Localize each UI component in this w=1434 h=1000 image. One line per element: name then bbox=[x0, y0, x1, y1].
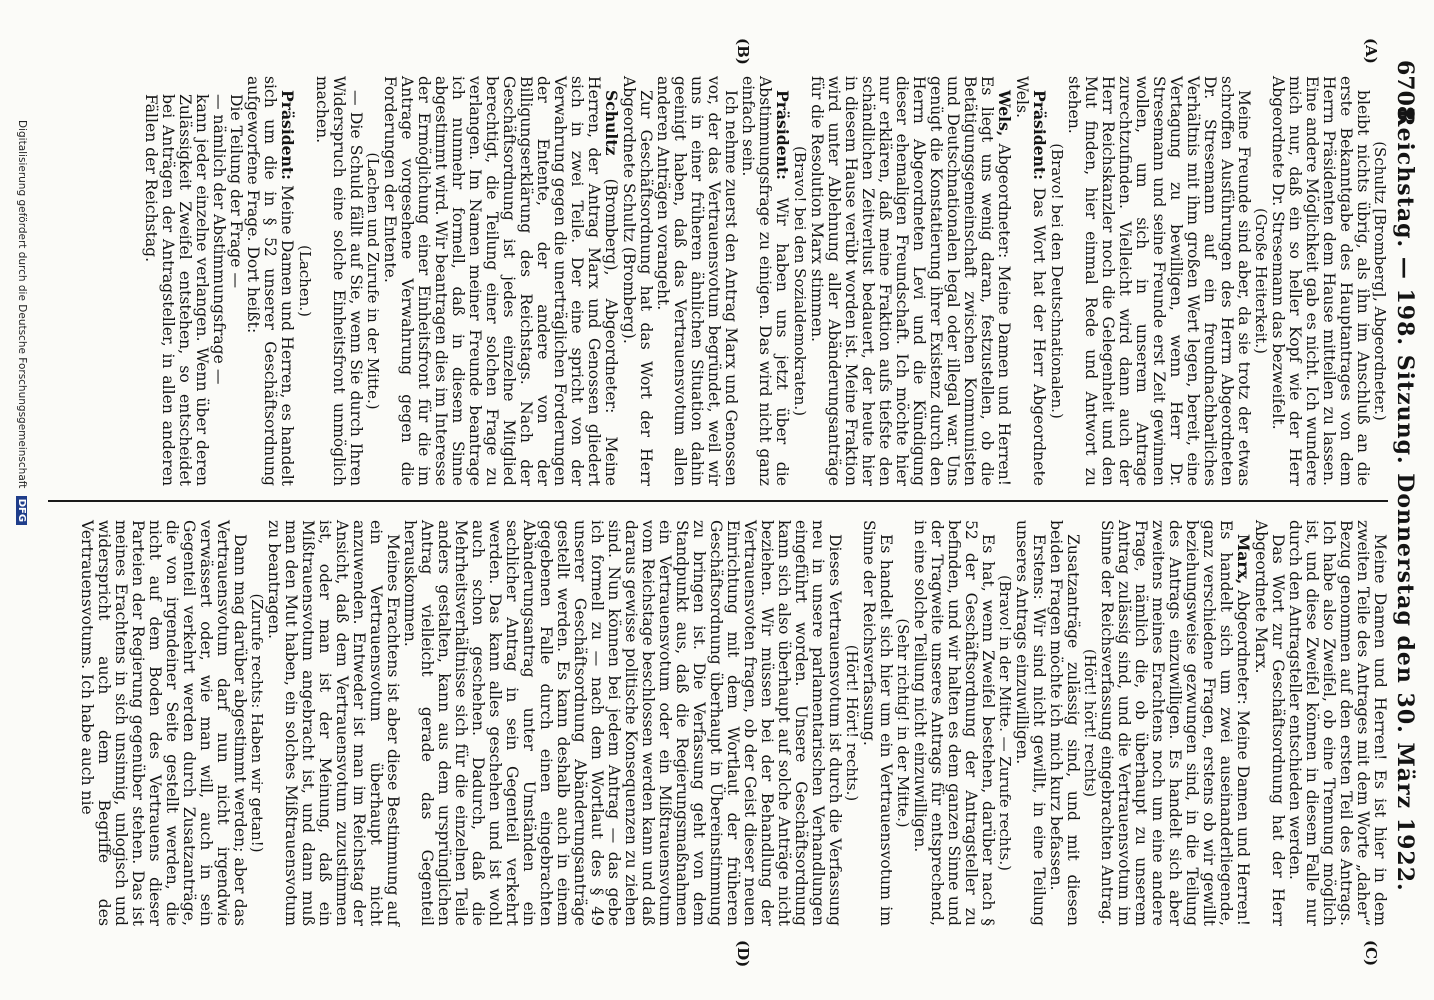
speech-paragraph: bleibt nichts übrig, als ihn im Anschluß an die erste Bekanntgabe des Hauptantrages von dem Herrn Präsidenten dem Hause mitteilen zu lassen. Eine andere Möglichkeit gab es nicht. Ich wundere mich nur, daß ein so heller Kopf wie der Herr Abgeordnete Dr. Stresemann das bezweifelt. bbox=[1269, 76, 1372, 486]
speech-paragraph: Meines Erachtens ist aber diese Bestimmung auf ein Vertrauensvotum überhaupt nicht anzuwenden. Entweder ist man im Reichstag der Ansicht, daß dem Vertrauensvotum zuzustimmen ist, oder man ist der Meinung, daß ein Mißtrauensvotum angebracht ist, und dann muß man den Mut haben, ein solches Mißtrauensvotum zu beantragen. bbox=[265, 520, 402, 926]
speech-paragraph: — Die Schuld fällt auf Sie, wenn Sie durch Ihren Widerspruch eine solche Einheitsfront unmöglich machen. bbox=[313, 76, 365, 486]
funding-text: Digitalisierung gefördert durch die Deutsche Forschungsgemeinschaft bbox=[16, 120, 28, 489]
left-text-column bbox=[142, 76, 1388, 486]
page-title: Reichstag. — 198. Sitzung. Donnerstag den 30. März 1922. bbox=[1392, 108, 1418, 892]
speech-paragraph: Meine Damen und Herren! Es ist hier in dem zweiten Teile des Antrages mit dem Worte „daher“ Bezug genommen auf den ersten Teil des Antrags. Ich habe also Zweifel, ob eine Trennung möglich ist, und diese Zweifel können in diesem Falle nur durch den Antragsteller entschieden werden. bbox=[1286, 520, 1389, 926]
speaker-name: Schultz bbox=[602, 90, 621, 156]
interjection-note: (Bravo! bei den Deutschnationalen.) bbox=[1048, 143, 1066, 419]
speaker-paragraph bbox=[1013, 76, 1048, 486]
speech-paragraph: Erstens: Wir sind nicht gewillt, in eine Teilung unseres Antrags einzuwilligen. bbox=[1013, 520, 1048, 926]
speech-paragraph: Meine Freunde sind aber, da sie trotz der etwas schroffen Ausführungen des Herrn Abgeordneten Dr. Stresemann auf ein freundnachbarliches Verhältnis mit ihm großen Wert legen, bereit, eine Vertagung zu bewilligen, wenn Herr Dr. Stresemann und seine Freunde erst Zeit gewinnen wollen, um sich in unserem Antrage zurechtzufinden. Vielleicht wird dann auch der Herr Reichskanzler noch die Gelegenheit und den Mut finden, hier einmal Rede und Antwort zu stehen. bbox=[1065, 76, 1253, 486]
speech-text: Wir haben uns jetzt über die Abstimmungsfrage zu einigen. Das wird nicht ganz einfach sein. bbox=[739, 76, 791, 486]
speech-text: Das Wort hat der Herr Abgeordnete Wels. bbox=[1013, 76, 1048, 486]
interjection-note: (Hört! Hört! rechts.) bbox=[843, 644, 861, 802]
interjection-note: (Schultz [Bromberg], Abgeordneter.) bbox=[1371, 141, 1389, 421]
right-text-column bbox=[78, 520, 1388, 926]
margin-mark-a: (A) bbox=[1362, 38, 1380, 64]
interjection-note: (Bravo! bei den Sozialdemokraten.) bbox=[791, 145, 809, 417]
margin-mark-c: (C) bbox=[1362, 940, 1380, 967]
interjection-note: (Zurufe rechts: Haben wir getan!) bbox=[248, 593, 266, 853]
speaker-name: Marx, bbox=[1234, 534, 1253, 585]
speech-paragraph: Dieses Vertrauensvotum ist durch die Verfassung neu in unsere parlamentarischen Verhandlungen eingeführt worden. Unsere Geschäftsordnung kann sich also überhaupt auf solche Anträge nicht beziehen. Wir müssen bei der Behandlung der Vertrauensvoten fragen, ob der Geist dieser neuen Einrichtung mit dem Wortlaut der früheren Geschäftsordnung überhaupt in Übereinstimmung zu bringen ist. Die Verfassung geht von dem Standpunkt aus, daß die Regierungsmaßnahmen ein Vertrauensvotum oder ein Mißtrauensvotum vom Reichstage beschlossen werden kann und daß daraus gewisse politische Konsequenzen zu ziehen sind. Nun können bei jedem Antrag — das gebe ich formell zu — nach dem Wortlaut des § 49 unserer Geschäftsordnung Abänderungsanträge gestellt werden. Es kann deshalb auch in einem gegebenen Falle durch einen eingebrachten Abänderungsantrag unter Umständen ein sachlicher Antrag in sein Gegenteil verkehrt werden. Das kann alles geschehen und ist wohl auch schon geschehen. Dadurch, daß die Mehrheitsverhältnisse sich für die einzelnen Teile anders gestalten, kann aus dem ursprünglichen Antrag vielleicht gerade das Gegenteil herauskommen. bbox=[401, 520, 844, 926]
speech-paragraph: Zusatzanträge zulässig sind, und mit diesen beiden Fragen möchte ich mich kurz befassen. bbox=[1047, 520, 1082, 926]
interjection-note: (Lachen.) bbox=[296, 245, 314, 317]
quoted-rule-line: — nämlich der Abstimmungsfrage — bbox=[210, 94, 228, 385]
speech-text: Abgeordneter: Meine Damen und Herren! Es liegt uns wenig daran, festzustellen, ob die Betätigungsgemeinschaft zwischen Kommunisten und Deutschnationalen legal oder illegal war. Uns genügt die Konstatierung ihrer Existenz durch den Herrn Abgeordneten Levi und die Kündigung dieser ehemaligen Freundschaft. Ich möchte hier nur erklären, daß meine Fraktion aufs tiefste den schändlichen Zeitverlust bedauert, der heute hier in diesem Hause verübt worden ist. Meine Fraktion wird unter Ablehnung aller Abänderungsanträge für die Resolution Marx stimmen. bbox=[808, 76, 1013, 486]
speech-paragraph: Ich nehme zuerst den Antrag Marx und Genossen vor, der das Vertrauensvotum begründet, weil wir uns in einer früheren ähnlichen Situation dahin geeinigt haben, daß das Vertrauensvotum allen anderen Anträgen vorangeht. bbox=[654, 76, 740, 486]
speech-text: Abgeordneter: Meine Damen und Herren! Es handelt sich um zwei auseinanderliegende, ganz verschiedene Fragen, erstens ob wir gewillt beziehungsweise gezwungen sind, in die Teilung des Antrags einzuwilligen. Es handelt sich aber zweitens meines Erachtens noch um eine andere Frage, nämlich die, ob überhaupt zu unserem Antrag zulässig sind, und die Vertrauensvotum im Sinne der Reichsverfassung eingebrachten Antrag. bbox=[1098, 520, 1252, 926]
speaker-name: Präsident: bbox=[1030, 90, 1049, 180]
speaker-paragraph bbox=[808, 76, 1013, 486]
speech-paragraph: Es hat, wenn Zweifel bestehen, darüber nach § 52 der Geschäftsordnung der Antragsteller zu befinden, und wir halten es dem ganzen Sinne und der Tragweite unseres Antrags für entsprechend, in eine solche Teilung nicht einzuwilligen. bbox=[911, 520, 997, 926]
speech-text: Meine Damen und Herren, es handelt sich um die in § 52 unserer Geschäftsordnung aufgeworfene Frage. Dort heißt: bbox=[244, 76, 296, 486]
speech-paragraph: Es handelt sich hier um ein Vertrauensvotum im Sinne der Reichsverfassung. bbox=[860, 520, 895, 926]
page-number: 6708 bbox=[1392, 60, 1418, 122]
speaker-paragraph bbox=[381, 76, 620, 486]
interjection-note: (Große Heiterkeit.) bbox=[1252, 208, 1270, 354]
interjection-note: (Lachen und Zurufe in der Mitte.) bbox=[364, 152, 382, 410]
interjection-note: (Bravo! in der Mitte. — Zurufe rechts.) bbox=[996, 575, 1014, 871]
page-header bbox=[1392, 60, 1418, 940]
margin-mark-b: (B) bbox=[734, 38, 752, 65]
speaker-paragraph bbox=[739, 76, 791, 486]
speaker-name: Präsident: bbox=[278, 90, 297, 180]
speech-paragraph: Zur Geschäftsordnung hat das Wort der Herr Abgeordnete Schultz (Bromberg). bbox=[620, 76, 655, 486]
speaker-paragraph bbox=[244, 76, 296, 486]
interjection-note: (Sehr richtig! in der Mitte.) bbox=[894, 618, 912, 828]
speech-paragraph: Das Wort zur Geschäftsordnung hat der Herr Abgeordnete Marx. bbox=[1252, 520, 1287, 926]
speaker-name: Wels, bbox=[995, 90, 1014, 137]
speech-paragraph: Dann mag darüber abgestimmt werden; aber das Vertrauensvotum darf nun nicht irgendwie verwässert oder, wie man will, auch in sein Gegenteil verkehrt werden durch Zusatzanträge, die von irgendeiner Seite gestellt werden, die nicht auf dem Boden des Vertrauens dieser Parteien der Regierung gegenüber stehen. Das ist meines Erachtens in sich unsinnig, unlogisch und widerspricht auch dem Begriffe des Vertrauensvotums. Ich habe auch nie bbox=[78, 520, 249, 926]
speaker-paragraph bbox=[1098, 520, 1252, 926]
dfg-logo: DFG bbox=[16, 496, 27, 525]
quoted-rule-line: kann jeder einzelne verlangen. Wenn über deren Zulässigkeit Zweifel entstehen, so entscheidet bei Anträgen der Antragsteller, in allen anderen Fällen der Reichstag. bbox=[142, 94, 211, 486]
margin-mark-d: (D) bbox=[734, 940, 752, 968]
speech-text: (Bromberg), Abgeordneter: Meine Herren, der Antrag Marx und Genossen gliedert sich in zwei Teile. Der eine spricht von der Verwahrung gegen die unerträglichen Forderungen der Entente, der andere von der Billigungserklärung des Reichstags. Nach der Geschäftsordnung ist jedes einzelne Mitglied berechtigt, die Teilung einer solchen Frage zu verlangen. Im Namen meiner Freunde beantrage ich nunmehr formell, daß in diesem Sinne abgestimmt wird. Wir beantragen dies im Interesse der Ermöglichung einer Einheitsfront für die im Antrage vorgesehene Verwahrung gegen die Forderungen der Entente. bbox=[381, 76, 620, 486]
funding-footer bbox=[16, 120, 28, 525]
column-divider bbox=[48, 500, 1388, 502]
speaker-name: Präsident: bbox=[773, 90, 792, 180]
quoted-rule-line: Die Teilung der Frage — bbox=[227, 94, 245, 289]
interjection-note: (Hört! hört! rechts) bbox=[1081, 648, 1099, 798]
